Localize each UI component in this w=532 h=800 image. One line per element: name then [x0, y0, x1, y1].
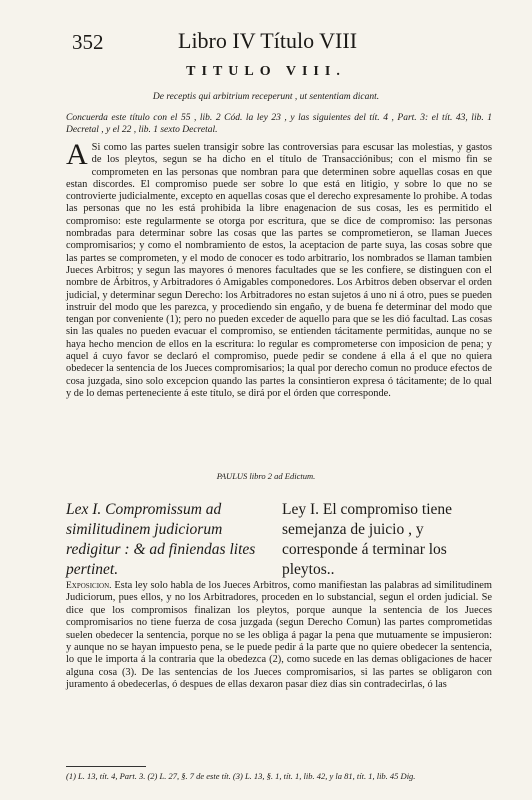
intro-text: Si como las partes suelen transigir sobre las controversias para escusar las molestias, y gastos de los pleytos, segun se ha dicho en el título de Transacciónibus; con el mismo fin se comprometen en las personas que nombran para que determinen sobre aquellas cosas en que estan discordes. El compromiso puede ser sobre lo que está en litigio, y sobre lo que no se controvierte judicialmente, excepto en aquellas cosas que el derecho expresamente lo prohibe. A todas las personas que no les está prohibida la libre enagenacion de sus cosas, les es permitido el compromiso: este regularmente se otorga por escritura, que se dice de compromiso: las personas nombradas para determinar sobre las cosas que las partes se comprometieron, se llaman Jueces compromisarios; y como el nombramiento de estos, la aceptacion de parte suya, las cosas sobre que las partes se comprometen, y el modo de conocer es todo arbitrario, los nombrados se llaman tambien Jueces Arbitros; y segun las mayores ó menores facultades que se les confiere, se distinguen con el nombre de Árbitros, y Arbitradores ó Amigables componedores. Los Arbitros deben observar el orden judicial, y determinar segun Derecho: los Arbitradores no estan sujetos á uno ni á otro, pues se pueden instruir del modo que les parezca, y procediendo sin engaño, y de buena fe determinar del modo que tengan por conveniente (1); pero no pueden exceder de aquello para que se les dió facultad. Las cosas sin las quales no pueden evacuar el compromiso, se entienden tácitamente permitidas, aunque no se haya hecho mencion de ellos en la escritura: lo regular es comprometerse con imposicion de pena; y aquel á cuyo favor se declaró el compromiso, puede pedir se condene á ella á el que no quiera obedecer la sentencia de los Jueces compromisarios; la qual por derecho comun no produce efectos de cosa juzgada, sino solo excepcion quando las partes la consintieron expresa ó tácitamente; de lo qual y de lo demas perteneciente á este título, se dirá por el órden que corresponde.: [66, 142, 492, 399]
footnotes: (1) L. 13, tít. 4, Part. 3. (2) L. 27, §. 7 de este tít. (3) L. 13, §. 1, tít. 1, lib. 42, y la 81, tít. 1, lib. 45 Dig.: [66, 771, 416, 781]
section-title: TITULO VIII.: [186, 64, 346, 79]
footnote-rule: [66, 766, 146, 767]
page-number: 352: [72, 30, 104, 54]
exposition-label: Exposicion.: [66, 581, 112, 591]
intro-paragraph: [66, 138, 492, 400]
running-head: Libro IV Título VIII: [178, 28, 358, 53]
lex-latin-heading: Lex I. Compromissum ad similitudinem judiciorum redigitur : & ad finiendas lites pertinet.: [66, 501, 256, 578]
source-citation: PAULUS libro 2 ad Edictum.: [216, 471, 316, 481]
section-subtitle: De receptis qui arbitrium receperunt , ut sententiam dicant.: [152, 92, 380, 102]
exposition-paragraph: [66, 580, 492, 692]
ley-spanish-heading: Ley I. El compromiso tiene semejanza de juicio , y corresponde á terminar los pleytos..: [282, 501, 453, 578]
drop-cap: A: [66, 138, 88, 171]
exposition-text: Esta ley solo habla de los Jueces Arbitros, como manifiestan las palabras ad similitudinem Judiciorum, pues ellos, y no los Arbitradores, proceden en lo substancial, segun el orden judicial. Se dice que los compromisos finalizan los pleytos, porque aunque la sentencia de los Jueces compromisarios no tiene fuerza de cosa juzgada (segun Derecho Comun) las partes comprometidas suelen obedecer la sentencia, porque no se les obliga á pagar la pena que mutuamente se impusieron: y aunque no se hayan impuesto pena, se le puede pedir á la parte que no quiere obedecer la sentencia, lo que le importa á la contraria que la obedezca (2), como sucede en las demas obligaciones de hacer alguna cosa (3). De las sentencias de los Jueces compromisarios, si las partes se obligaron con juramento á obedecerlas, ó despues de ellas dexaron pasar diez dias sin contradecirlas, ó las: [66, 580, 492, 691]
concordance-note: Concuerda este título con el 55 , lib. 2 Cód. la ley 23 , y las siguientes del tít. 4 , Part. 3: el tít. 43, lib. 1 Decretal , y el 22 , lib. 1 sexto Decretal.: [66, 113, 492, 135]
